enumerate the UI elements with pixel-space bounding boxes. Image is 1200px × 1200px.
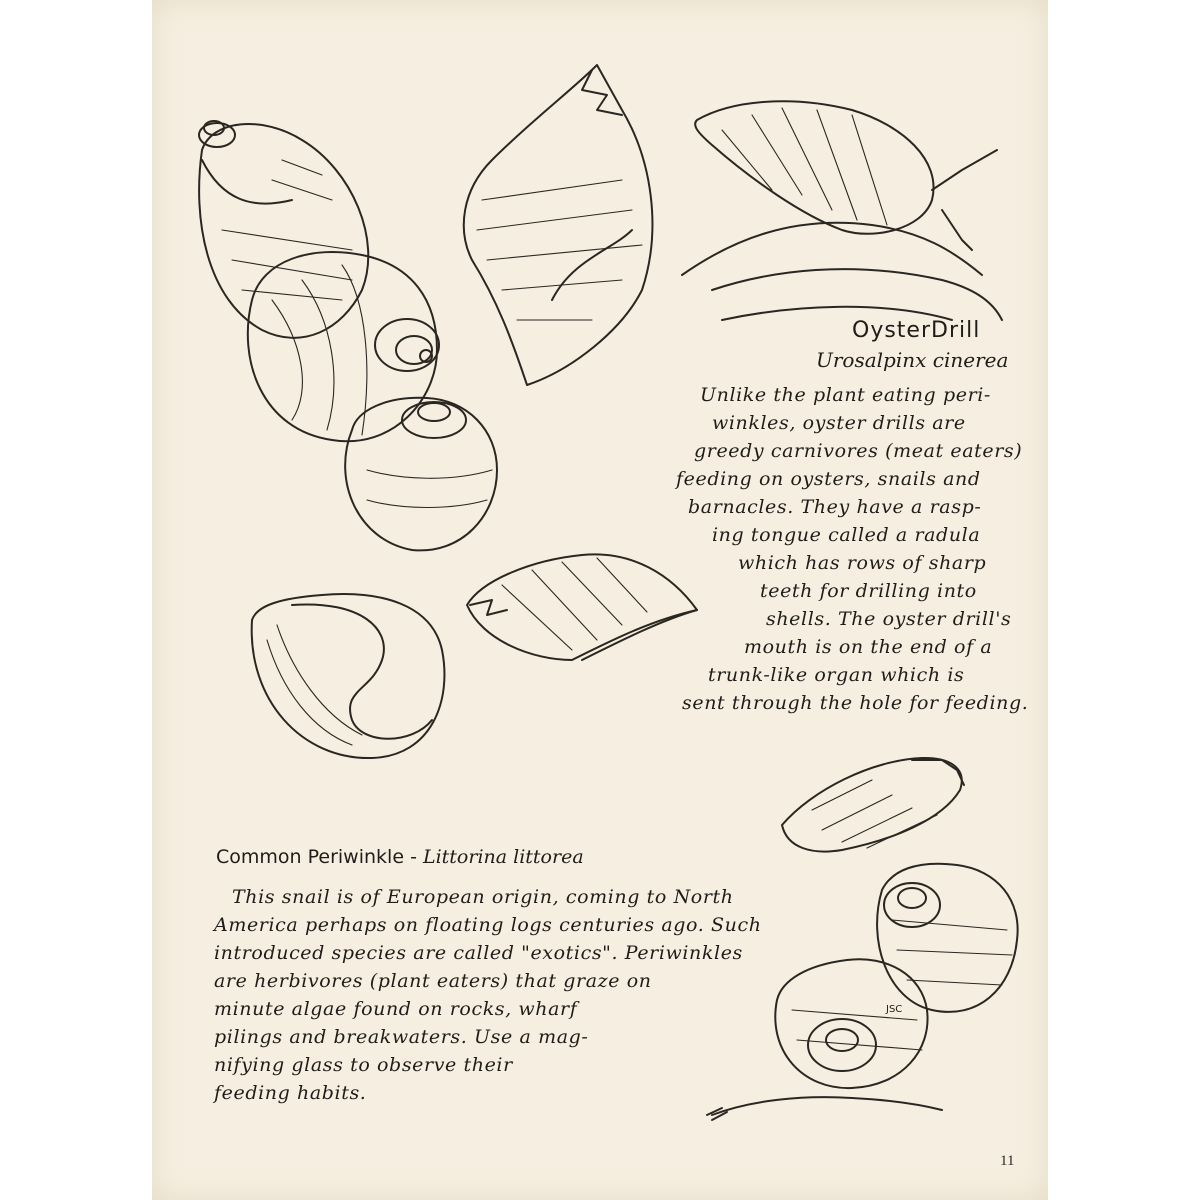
page-number: 11 <box>1000 1153 1015 1169</box>
paragraph-line: greedy carnivores (meat eaters) <box>694 440 1023 462</box>
paragraph-line: ing tongue called a radula <box>712 524 981 546</box>
paragraph-line: This snail is of European origin, coming to North <box>232 886 734 908</box>
paragraph-line: introduced species are called "exotics". Periwinkles <box>214 942 743 964</box>
periwinkle-heading <box>216 846 584 868</box>
paragraph-line: feeding on oysters, snails and <box>676 468 981 490</box>
periwinkle-shell-middle-illustration <box>248 252 439 441</box>
paragraph-line: teeth for drilling into <box>760 580 977 602</box>
paragraph-line: feeding habits. <box>214 1082 367 1104</box>
paragraph-line: nifying glass to observe their <box>214 1054 513 1076</box>
periwinkle-shell-top-illustration <box>199 121 368 338</box>
paragraph-line: winkles, oyster drills are <box>712 412 966 434</box>
whelk-shell-top-illustration <box>464 65 653 385</box>
book-page <box>152 0 1048 1200</box>
oyster-drill-scientific-name: Urosalpinx cinerea <box>816 348 1009 372</box>
paragraph-line: mouth is on the end of a <box>744 636 993 658</box>
small-whelk-shell-illustration <box>782 758 964 852</box>
oyster-drill-common-name: OysterDrill <box>852 318 981 343</box>
periwinkle-pair-illustration <box>707 864 1018 1120</box>
paragraph-line: Unlike the plant eating peri- <box>700 384 991 406</box>
artist-initials: JSC <box>886 1004 903 1015</box>
paragraph-line: sent through the hole for feeding. <box>682 692 1029 714</box>
heading-separator: - <box>410 846 417 868</box>
paragraph-line: barnacles. They have a rasp- <box>688 496 982 518</box>
paragraph-line: are herbivores (plant eaters) that graze on <box>214 970 652 992</box>
periwinkle-shell-lower-illustration <box>345 398 497 551</box>
paragraph-line: pilings and breakwaters. Use a mag- <box>214 1026 589 1048</box>
periwinkle-common-name: Common Periwinkle <box>216 846 405 868</box>
periwinkle-aperture-illustration <box>252 594 445 758</box>
paragraph-line: shells. The oyster drill's <box>766 608 1012 630</box>
oyster-drill-snail-illustration <box>682 101 1002 320</box>
periwinkle-scientific-name: Littorina littorea <box>422 846 584 868</box>
paragraph-line: trunk-like organ which is <box>708 664 965 686</box>
paragraph-line: minute algae found on rocks, wharf <box>214 998 578 1020</box>
paragraph-line: America perhaps on floating logs centuries ago. Such <box>214 914 762 936</box>
whelk-shell-lower-illustration <box>467 554 697 660</box>
paragraph-line: which has rows of sharp <box>738 552 987 574</box>
